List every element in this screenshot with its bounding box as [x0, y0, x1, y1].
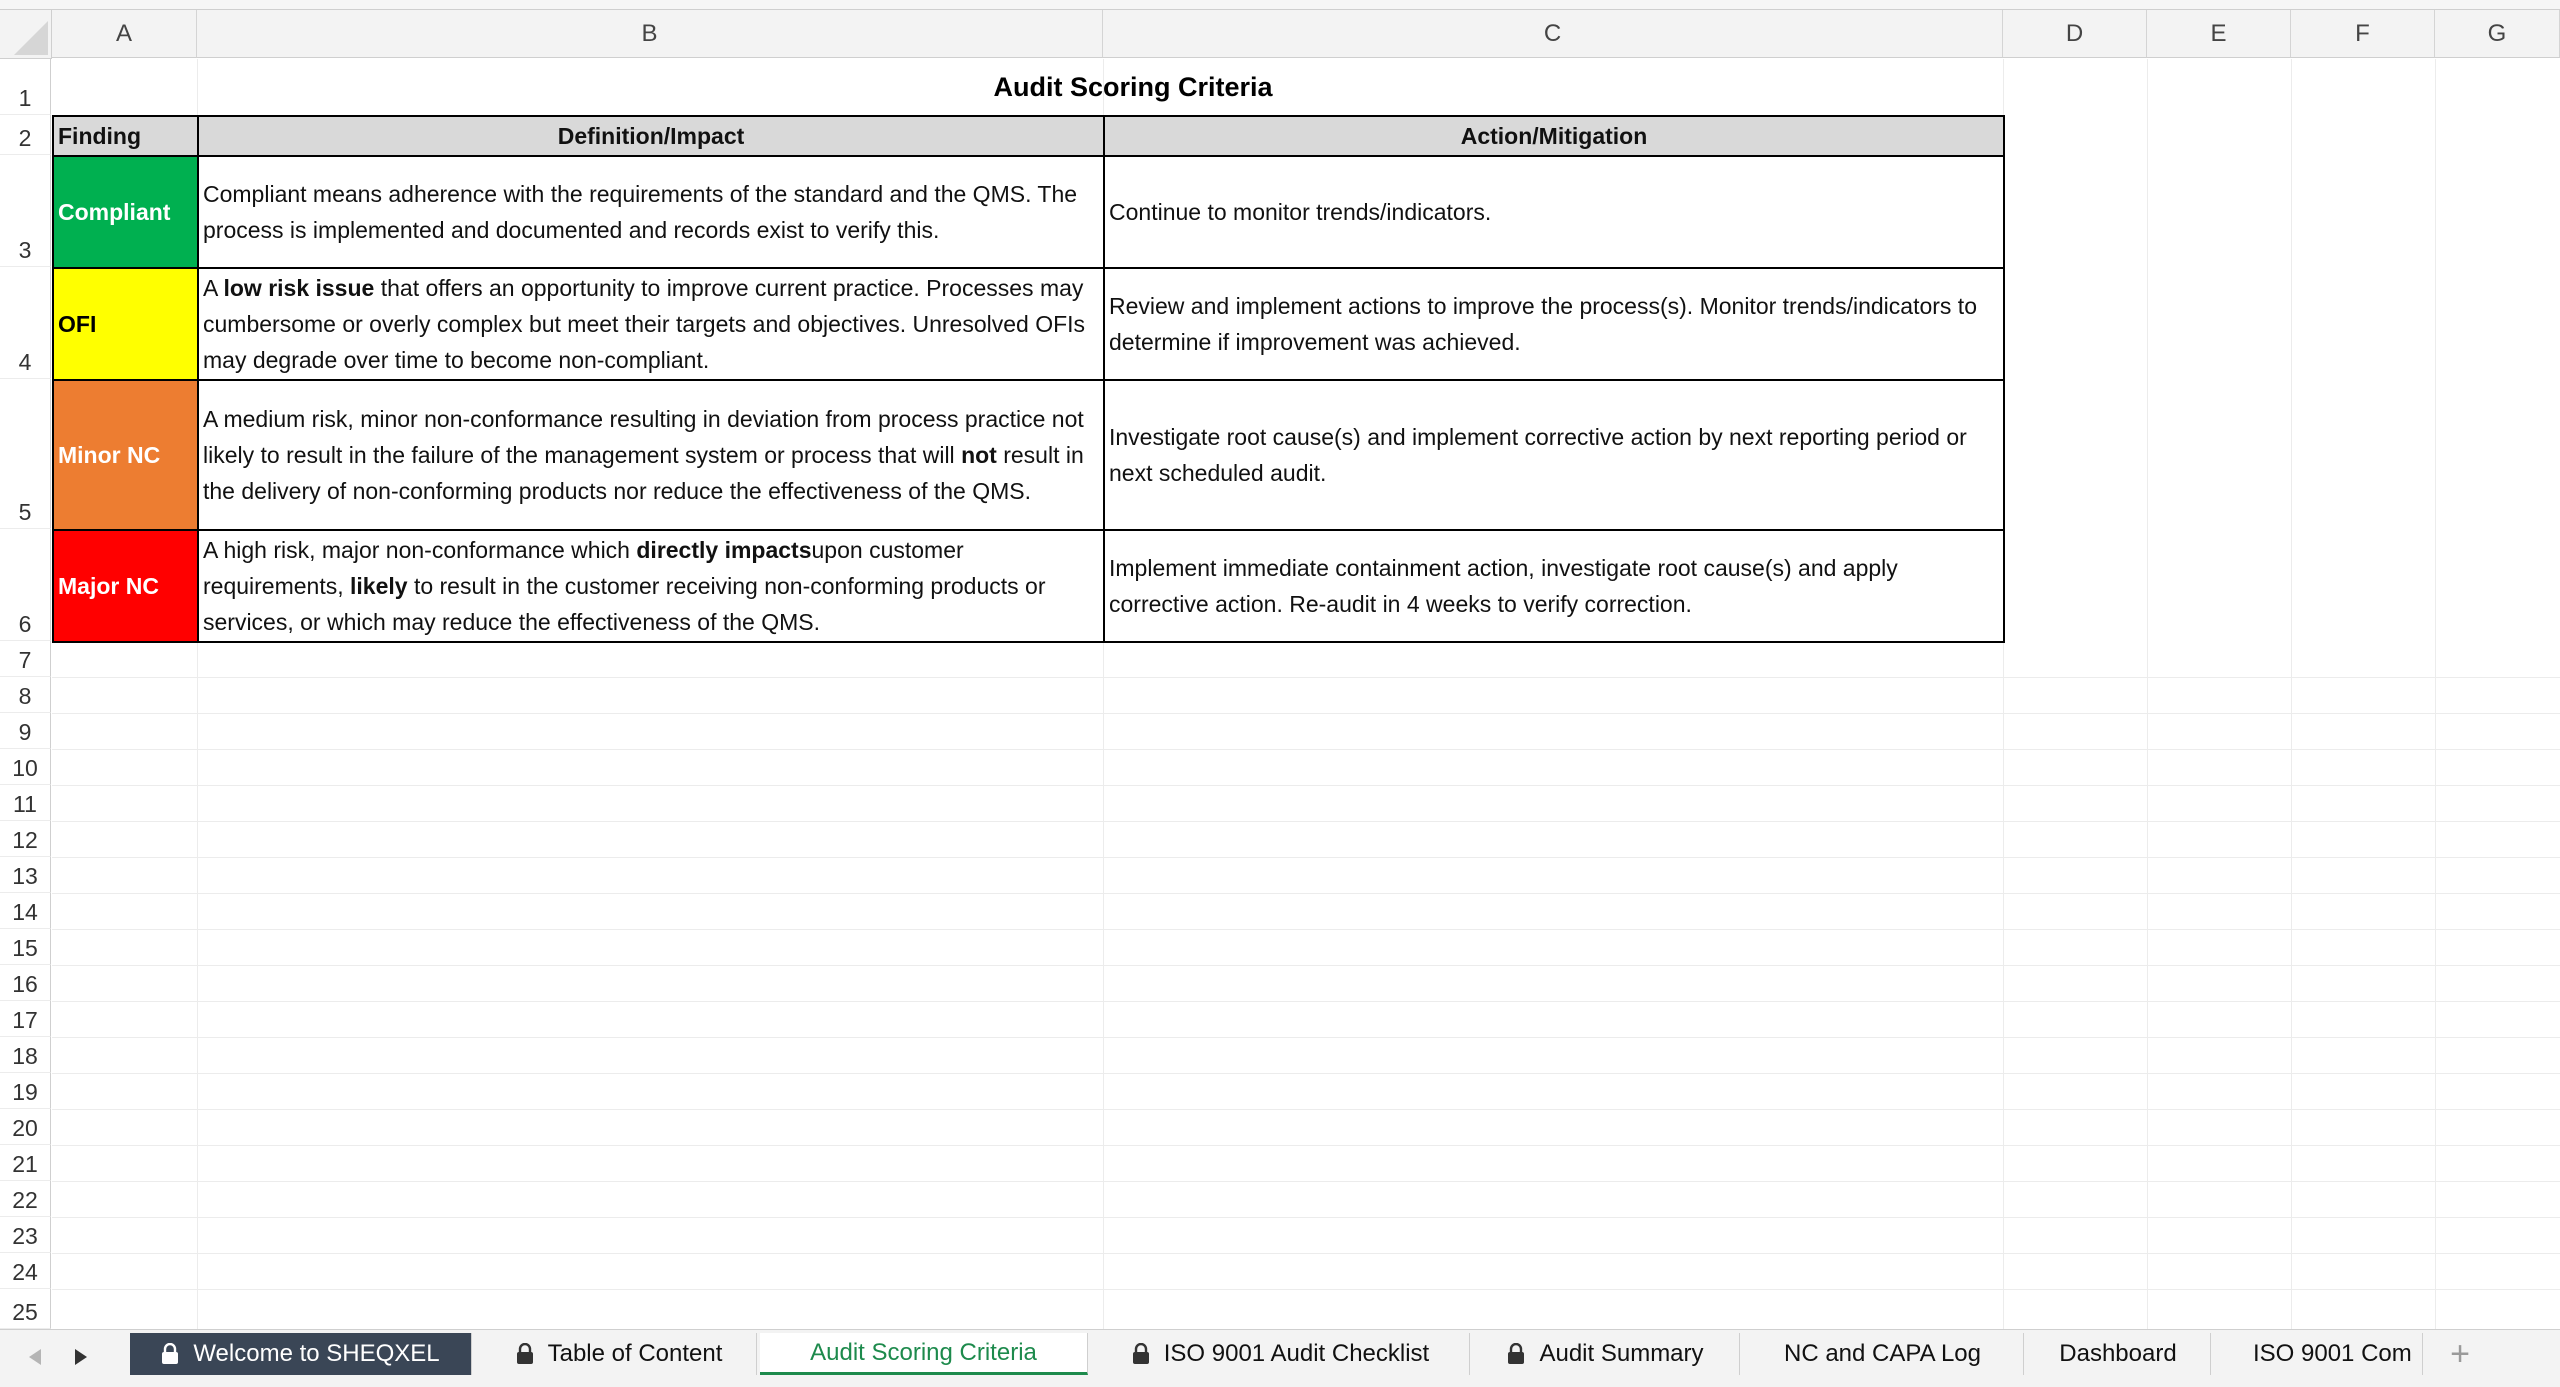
tab-label: Dashboard	[2059, 1340, 2177, 1367]
tab-label: ISO 9001 Audit Checklist	[1163, 1340, 1430, 1367]
column-header-c[interactable]: C	[1103, 10, 2003, 58]
sheet-title[interactable]: Audit Scoring Criteria	[993, 72, 1273, 102]
row-header-12[interactable]: 12	[0, 821, 51, 857]
finding-major-nc-label: Major NC	[58, 573, 159, 599]
row-header-1[interactable]: 1	[0, 59, 51, 115]
definition-minor-nc-text: A medium risk, minor non-conformance resulting in deviation from process practice not likely to result in the failure of the management system or process that will not result in the delivery of non-conforming products nor reduce the effectiveness of the QMS.	[203, 406, 1084, 504]
row-header-20[interactable]: 20	[0, 1109, 51, 1145]
action-major-nc-text: Implement immediate containment action, investigate root cause(s) and apply corrective action. Re-audit in 4 weeks to verify correction.	[1109, 555, 1898, 617]
tab-label: ISO 9001 Com	[2253, 1340, 2412, 1367]
tab-nc-and-capa-log[interactable]	[1742, 1333, 2024, 1375]
tab-label: Audit Summary	[1539, 1340, 1704, 1367]
row-header-2[interactable]: 2	[0, 115, 51, 155]
add-sheet-button[interactable]: +	[2450, 1334, 2470, 1373]
next-sheet-button[interactable]	[68, 1342, 94, 1372]
definition-major-nc[interactable]	[197, 529, 1105, 643]
row-header-23[interactable]: 23	[0, 1217, 51, 1253]
action-ofi[interactable]	[1103, 267, 2005, 381]
finding-ofi-label: OFI	[58, 311, 97, 337]
tab-audit-scoring-criteria[interactable]	[760, 1333, 1088, 1375]
row-header-17[interactable]: 17	[0, 1001, 51, 1037]
lock-icon	[1132, 1343, 1150, 1365]
tab-label: Welcome to SHEQXEL	[193, 1340, 440, 1367]
row-header-21[interactable]: 21	[0, 1145, 51, 1181]
finding-ofi[interactable]	[52, 267, 199, 381]
row-header-10[interactable]: 10	[0, 749, 51, 785]
lock-icon	[516, 1343, 534, 1365]
definition-major-nc-text: A high risk, major non-conformance which directly impactsupon customer requirements, likely to result in the customer receiving non-conforming products or services, or which may reduce the effectiveness of the QMS.	[203, 537, 1046, 635]
triangle-right-icon	[73, 1347, 89, 1367]
finding-minor-nc[interactable]	[52, 379, 199, 531]
row-header-8[interactable]: 8	[0, 677, 51, 713]
header-definition-label: Definition/Impact	[557, 123, 745, 149]
row-header-18[interactable]: 18	[0, 1037, 51, 1073]
row-header-14[interactable]: 14	[0, 893, 51, 929]
row-header-24[interactable]: 24	[0, 1253, 51, 1289]
tab-audit-summary[interactable]	[1472, 1333, 1740, 1375]
header-definition[interactable]	[197, 115, 1105, 157]
action-major-nc[interactable]	[1103, 529, 2005, 643]
action-compliant-text: Continue to monitor trends/indicators.	[1109, 199, 1492, 225]
row-header-13[interactable]: 13	[0, 857, 51, 893]
column-header-g[interactable]: G	[2435, 10, 2560, 58]
definition-minor-nc[interactable]	[197, 379, 1105, 531]
header-finding-label: Finding	[58, 123, 142, 149]
row-header-6[interactable]: 6	[0, 529, 51, 641]
select-all-corner[interactable]	[0, 10, 52, 59]
column-header-e[interactable]: E	[2147, 10, 2291, 58]
definition-compliant[interactable]	[197, 155, 1105, 269]
tab-iso-9001-compliance[interactable]	[2213, 1333, 2423, 1375]
finding-major-nc[interactable]	[52, 529, 199, 643]
tab-welcome-to-sheqxel[interactable]	[130, 1333, 472, 1375]
tab-dashboard[interactable]	[2026, 1333, 2211, 1375]
header-action-label: Action/Mitigation	[1460, 123, 1648, 149]
row-header-19[interactable]: 19	[0, 1073, 51, 1109]
column-header-a[interactable]: A	[52, 10, 197, 58]
row-header-16[interactable]: 16	[0, 965, 51, 1001]
lock-icon	[161, 1343, 179, 1365]
lock-icon	[1507, 1343, 1525, 1365]
formula-bar-edge	[0, 0, 2560, 10]
column-header-d[interactable]: D	[2003, 10, 2147, 58]
row-header-5[interactable]: 5	[0, 379, 51, 529]
definition-ofi[interactable]	[197, 267, 1105, 381]
row-header-25[interactable]: 25	[0, 1289, 51, 1329]
prev-sheet-button[interactable]	[22, 1342, 48, 1372]
tab-label: Audit Scoring Criteria	[810, 1338, 1037, 1366]
row-header-7[interactable]: 7	[0, 641, 51, 677]
row-header-22[interactable]: 22	[0, 1181, 51, 1217]
action-compliant[interactable]	[1103, 155, 2005, 269]
definition-compliant-text: Compliant means adherence with the requirements of the standard and the QMS. The process is implemented and documented and records exist to verify this.	[203, 181, 1078, 243]
finding-compliant[interactable]	[52, 155, 199, 269]
tab-iso-9001-audit-checklist[interactable]	[1092, 1333, 1470, 1375]
action-minor-nc[interactable]	[1103, 379, 2005, 531]
header-finding[interactable]	[52, 115, 199, 157]
header-action[interactable]	[1103, 115, 2005, 157]
row-header-3[interactable]: 3	[0, 155, 51, 267]
finding-minor-nc-label: Minor NC	[58, 442, 161, 468]
definition-ofi-text: A low risk issue that offers an opportunity to improve current practice. Processes may cumbersome or overly complex but meet their targets and objectives. Unresolved OFIs may degrade over time to become non-compliant.	[203, 275, 1086, 373]
action-ofi-text: Review and implement actions to improve the process(s). Monitor trends/indicators to determine if improvement was achieved.	[1109, 293, 1977, 355]
column-header-f[interactable]: F	[2291, 10, 2435, 58]
column-header-b[interactable]: B	[197, 10, 1103, 58]
tab-table-of-content[interactable]	[482, 1333, 757, 1375]
tab-label: NC and CAPA Log	[1783, 1340, 1981, 1367]
row-header-11[interactable]: 11	[0, 785, 51, 821]
row-header-9[interactable]: 9	[0, 713, 51, 749]
tab-label: Table of Content	[547, 1340, 723, 1367]
row-header-15[interactable]: 15	[0, 929, 51, 965]
row-header-4[interactable]: 4	[0, 267, 51, 379]
action-minor-nc-text: Investigate root cause(s) and implement corrective action by next reporting period or next scheduled audit.	[1109, 424, 1967, 486]
triangle-left-icon	[27, 1347, 43, 1367]
finding-compliant-label: Compliant	[58, 199, 171, 225]
